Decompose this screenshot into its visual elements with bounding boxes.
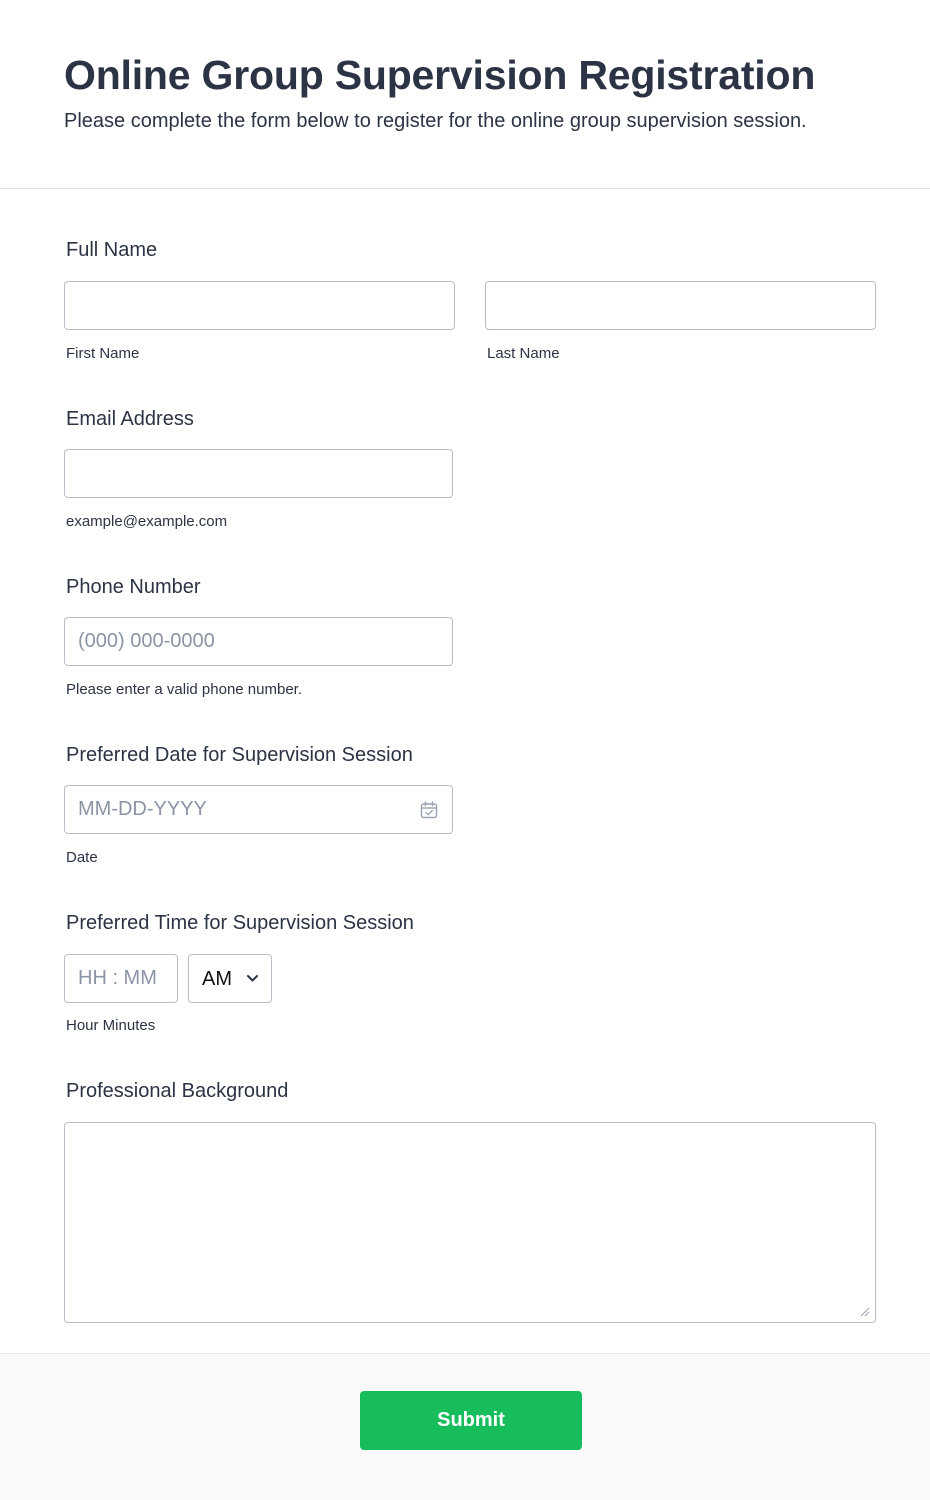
phone-sublabel: Please enter a valid phone number.	[66, 681, 302, 698]
last-name-sublabel: Last Name	[487, 345, 560, 362]
date-sublabel: Date	[66, 849, 98, 866]
email-sublabel: example@example.com	[66, 513, 228, 530]
page-subtitle: Please complete the form below to register for the online group supervision session.	[64, 110, 807, 132]
time-label: Preferred Time for Supervision Session	[66, 912, 414, 934]
background-label: Professional Background	[66, 1080, 289, 1102]
calendar-icon[interactable]	[419, 800, 439, 820]
ampm-selected-value: AM	[202, 968, 232, 990]
background-textarea[interactable]	[64, 1122, 876, 1323]
ampm-select[interactable]	[188, 954, 272, 1003]
time-sublabel: Hour Minutes	[66, 1017, 156, 1034]
first-name-input[interactable]	[64, 281, 455, 330]
phone-label: Phone Number	[66, 576, 201, 598]
form-header	[0, 0, 930, 189]
resize-handle-icon[interactable]	[858, 1305, 870, 1317]
last-name-input[interactable]	[485, 281, 876, 330]
email-input[interactable]	[64, 449, 453, 498]
phone-input[interactable]	[64, 617, 453, 666]
first-name-sublabel: First Name	[66, 345, 140, 362]
date-label: Preferred Date for Supervision Session	[66, 744, 413, 766]
time-input[interactable]	[64, 954, 178, 1003]
chevron-down-icon	[246, 974, 259, 983]
date-input[interactable]	[64, 785, 453, 834]
email-label: Email Address	[66, 408, 194, 430]
page-title: Online Group Supervision Registration	[64, 52, 816, 98]
submit-button[interactable]: Submit	[360, 1391, 582, 1450]
full-name-label: Full Name	[66, 239, 158, 261]
